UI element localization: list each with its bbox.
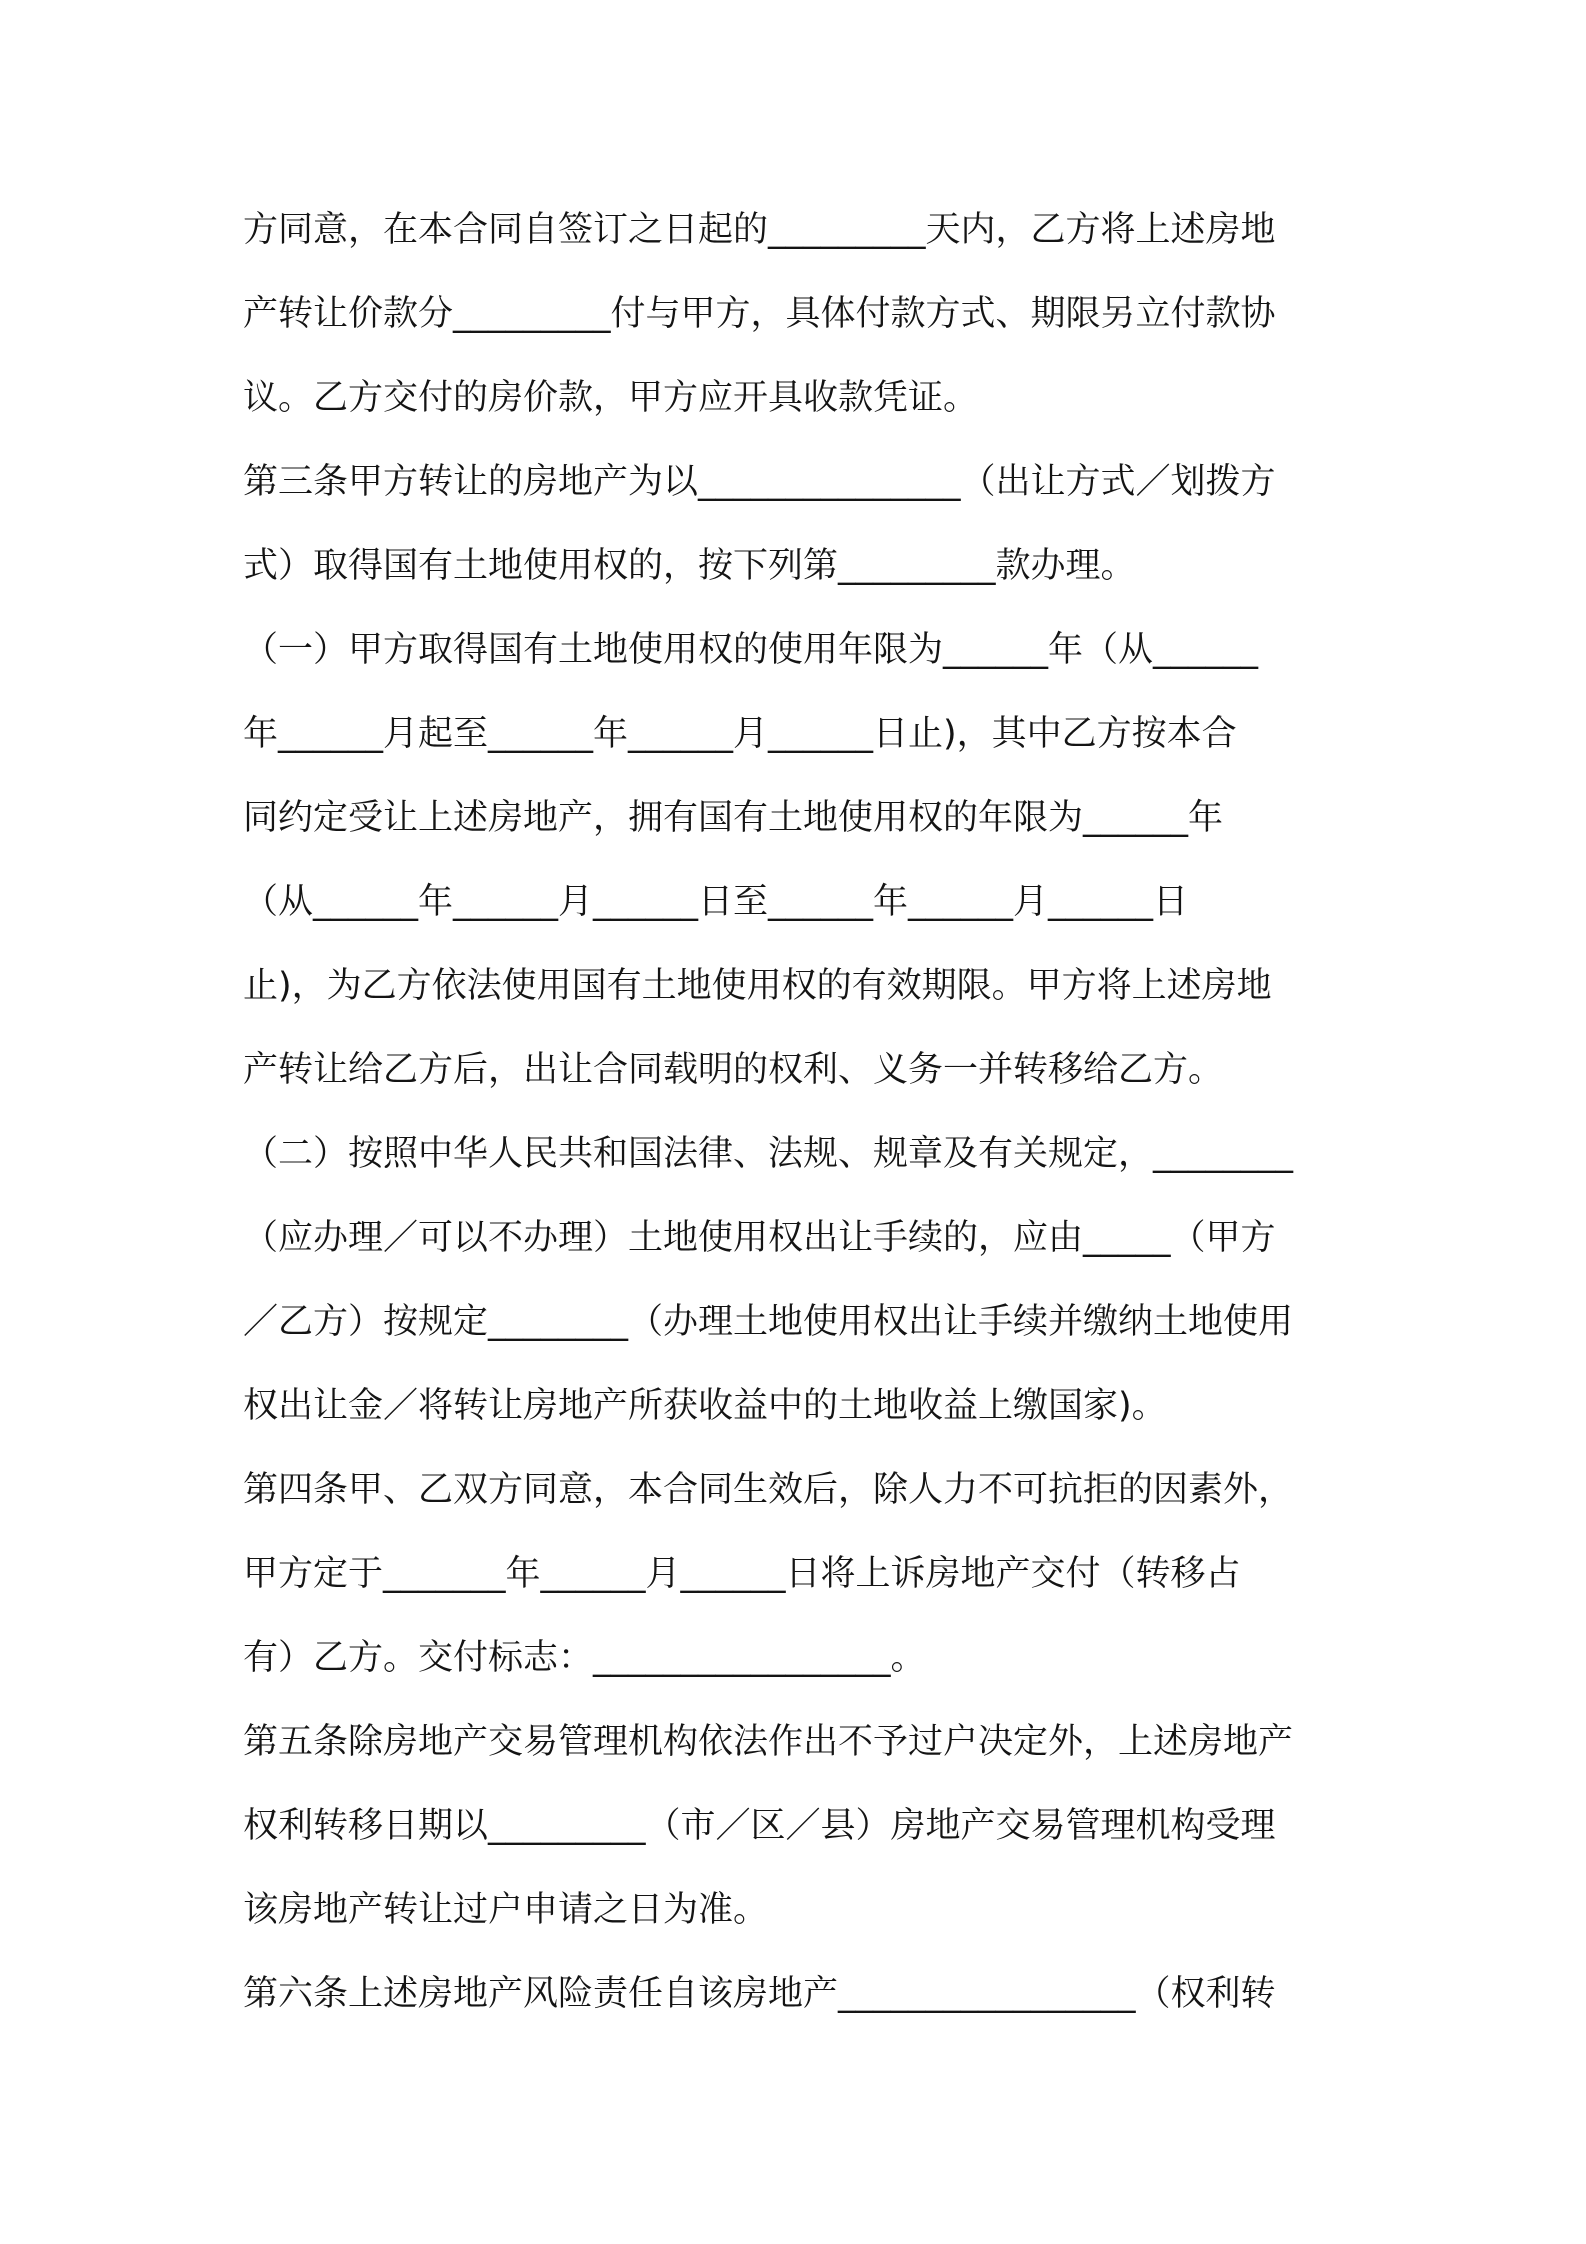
text-line: 权出让金／将转让房地产所获收益中的土地收益上缴国家)。 — [243, 1386, 1167, 1426]
text-line: 年______月起至______年______月______日止)，其中乙方按本合 — [243, 714, 1237, 754]
text-line: 第四条甲、乙双方同意，本合同生效后，除人力不可抗拒的因素外， — [243, 1470, 1294, 1510]
text-line: 甲方定于_______年______月______日将上诉房地产交付（转移占 — [243, 1554, 1241, 1594]
text-line: 式）取得国有土地使用权的，按下列第_________款办理。 — [243, 546, 1136, 586]
text-line: 权利转移日期以_________（市／区／县）房地产交易管理机构受理 — [243, 1806, 1276, 1846]
text-line: 第六条上述房地产风险责任自该房地产_________________（权利转 — [243, 1974, 1276, 2014]
text-line: （二）按照中华人民共和国法律、法规、规章及有关规定，________ — [243, 1134, 1294, 1174]
text-line: 止)，为乙方依法使用国有土地使用权的有效期限。甲方将上述房地 — [243, 966, 1272, 1006]
text-line: （从______年______月______日至______年______月______日 — [243, 882, 1189, 922]
text-line: 产转让给乙方后，出让合同载明的权利、义务一并转移给乙方。 — [243, 1050, 1224, 1090]
text-line: 第五条除房地产交易管理机构依法作出不予过户决定外，上述房地产 — [243, 1722, 1294, 1762]
text-line: （一）甲方取得国有土地使用权的使用年限为______年（从______ — [243, 630, 1259, 670]
text-line: 该房地产转让过户申请之日为准。 — [243, 1890, 769, 1930]
text-line: ／乙方）按规定________（办理土地使用权出让手续并缴纳土地使用 — [243, 1302, 1294, 1342]
text-line: 有）乙方。交付标志：_________________。 — [243, 1638, 926, 1678]
text-line: 同约定受让上述房地产，拥有国有土地使用权的年限为______年 — [243, 798, 1224, 838]
text-line: 方同意，在本合同自签订之日起的_________天内，乙方将上述房地 — [243, 210, 1276, 250]
text-line: 第三条甲方转让的房地产为以_______________（出让方式／划拨方 — [243, 462, 1276, 502]
text-line: （应办理／可以不办理）土地使用权出让手续的，应由_____（甲方 — [243, 1218, 1276, 1258]
text-line: 产转让价款分_________付与甲方，具体付款方式、期限另立付款协 — [243, 294, 1276, 334]
contract-text — [243, 198, 1353, 2046]
text-line: 议。乙方交付的房价款，甲方应开具收款凭证。 — [243, 378, 979, 418]
